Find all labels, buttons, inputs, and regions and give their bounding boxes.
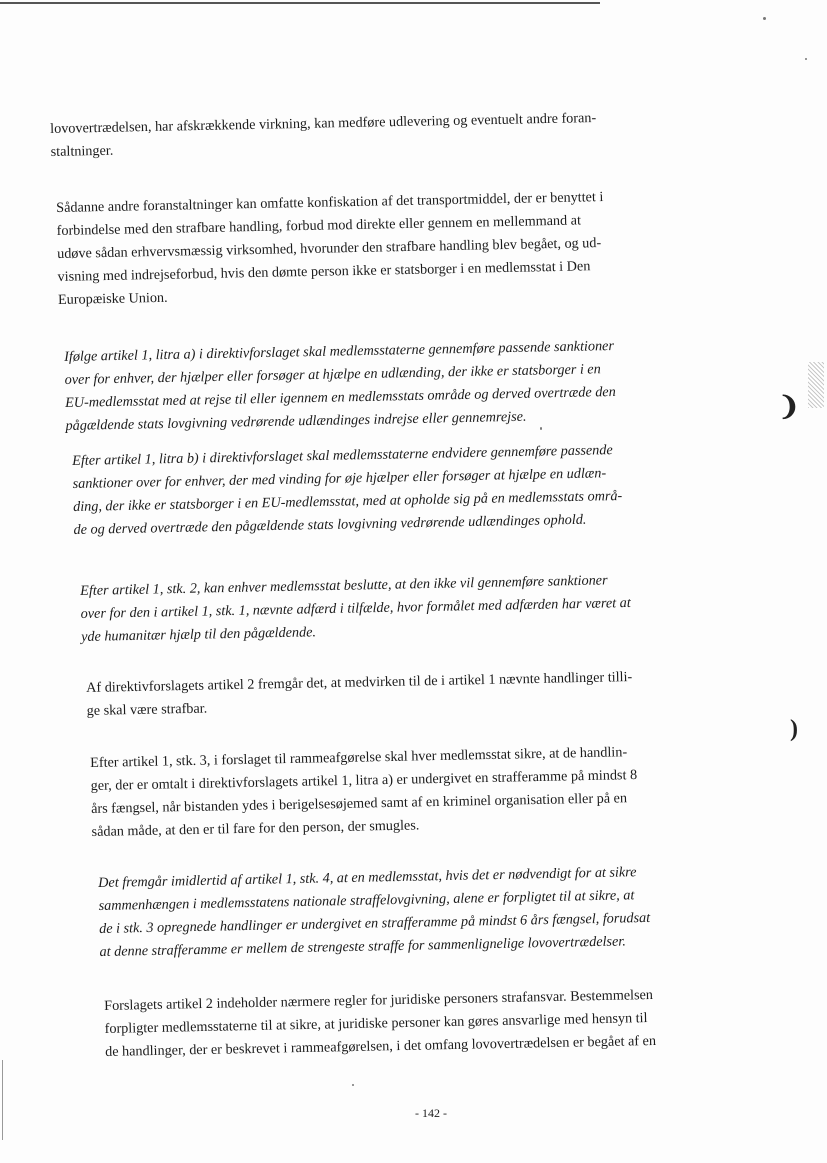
paragraph-5 <box>80 569 631 649</box>
text-line: pågældende stats lovgivning vedrørende udlændinges indrejse eller gennemrejse. <box>65 408 527 434</box>
text-line: Af direktivforslagets artikel 2 fremgår det, at medvirken til de i artikel 1 nævnte handlinger tilli- <box>86 669 633 696</box>
text-line: Sådanne andre foranstaltninger kan omfatte konfiskation af det transportmiddel, der er benyttet i <box>56 189 604 216</box>
text-line: EU-medlemsstat med at rejse til eller igennem en medlemsstats område og derved overtræde den <box>64 383 616 411</box>
text-line: at denne strafferamme er mellem de strengeste straffe for sammenlignelige lovovertrædelser. <box>99 933 626 960</box>
text-line: lovovertrædelsen, har afskrækkende virkning, kan medføre udlevering og eventuelt andre foran- <box>50 110 597 137</box>
scan-speck <box>763 17 766 20</box>
text-line: de handlinger, der er beskrevet i rammeafgørelsen, i det omfang lovovertrædelsen er begået af en <box>104 1032 657 1060</box>
paragraph-6 <box>86 666 633 723</box>
text-line: Forslagets artikel 2 indeholder nærmere regler for juridiske personers strafansvar. Bestemmelsen <box>104 986 654 1014</box>
text-line: yde humanitær hjælp til den pågældende. <box>80 624 317 645</box>
margin-mark: ) <box>790 716 798 742</box>
paragraph-3 <box>64 335 616 438</box>
text-line: sådan måde, at den er til fare for den person, der smugles. <box>91 817 420 840</box>
paragraph-2 <box>56 186 605 312</box>
page-number: - 142 - <box>415 1106 447 1120</box>
paragraph-8 <box>98 861 651 964</box>
text-line: års fængsel, når bistanden ydes i berigelsesøjemed samt af en kriminel organisation eller på en <box>90 790 628 817</box>
text-line: staltninger. <box>50 142 114 160</box>
text-line: Efter artikel 1, stk. 2, kan enhver medlemsstat beslutte, at den ikke vil gennemføre sanktioner <box>80 572 608 599</box>
scan-speck <box>352 1084 354 1086</box>
text-line: forpligter medlemsstaterne til at sikre, at juridiske personer kan gøres ansvarlige med hensyn til <box>104 1010 648 1037</box>
text-line: Det fremgår imidlertid af artikel 1, stk. 4, at en medlemsstat, hvis det er nødvendigt for at sikre <box>98 864 637 891</box>
paragraph-1 <box>50 107 597 164</box>
text-line: ger, der er omtalt i direktivforslagets artikel 1, litra a) er undergivet en strafferamme på mindst 8 <box>90 767 638 794</box>
scan-speck <box>540 427 542 430</box>
text-line: udøve sådan erhvervsmæssig virksomhed, hvorunder den strafbare handling blev begået, og ud- <box>56 235 602 262</box>
paragraph-7 <box>90 741 638 844</box>
text-line: visning med indrejseforbud, hvis den dømte person ikke er statsborger i en medlemsstat i Den <box>57 258 591 285</box>
text-line: de og derved overtræde den pågældende stats lovgivning vedrørende udlændinges ophold. <box>73 511 587 538</box>
text-line: Europæiske Union. <box>57 289 168 308</box>
text-line: Ifølge artikel 1, litra a) i direktivforslaget skal medlemsstaterne gennemføre passende sanktioner <box>64 337 615 365</box>
text-line: Efter artikel 1, stk. 3, i forslaget til rammeafgørelse skal hver medlemsstat sikre, at de handlin- <box>90 744 628 771</box>
scan-left-rule <box>2 1060 3 1140</box>
text-line: Efter artikel 1, litra b) i direktivforslaget skal medlemsstaterne endvidere gennemføre passende <box>72 442 613 469</box>
text-line: sammenhængen i medlemsstatens nationale straffelovgivning, alene er forpligtet til at sikre, at <box>98 887 635 914</box>
text-line: forbindelse med den strafbare handling, forbud mod direkte eller gennem en mellemmand at <box>56 212 582 239</box>
margin-mark: ❩ <box>778 392 800 421</box>
text-line: over for enhver, der hjælper eller forsøger at hjælpe en udlænding, der ikke er statsborger i en <box>64 361 601 388</box>
scan-artifact-hatch <box>808 362 824 408</box>
text-line: ding, der ikke er statsborger i en EU-medlemsstat, med at opholde sig på en medlemsstats områ- <box>72 487 623 515</box>
text-line: de i stk. 3 opregnede handlinger er undergivet en strafferamme på mindst 6 års fængsel, forudsat <box>98 909 651 937</box>
text-line: ge skal være strafbar. <box>86 700 208 719</box>
scan-top-rule <box>0 2 600 4</box>
scan-speck <box>805 58 807 60</box>
paragraph-4 <box>72 439 623 542</box>
text-line: sanktioner over for enhver, der med vinding for øje hjælper eller forsøger at hjælpe en udlæn- <box>72 465 607 492</box>
paragraph-9 <box>104 984 656 1064</box>
text-line: over for den i artikel 1, stk. 1, nævnte adfærd i tilfælde, hvor formålet med adfærden har været at <box>80 594 631 622</box>
